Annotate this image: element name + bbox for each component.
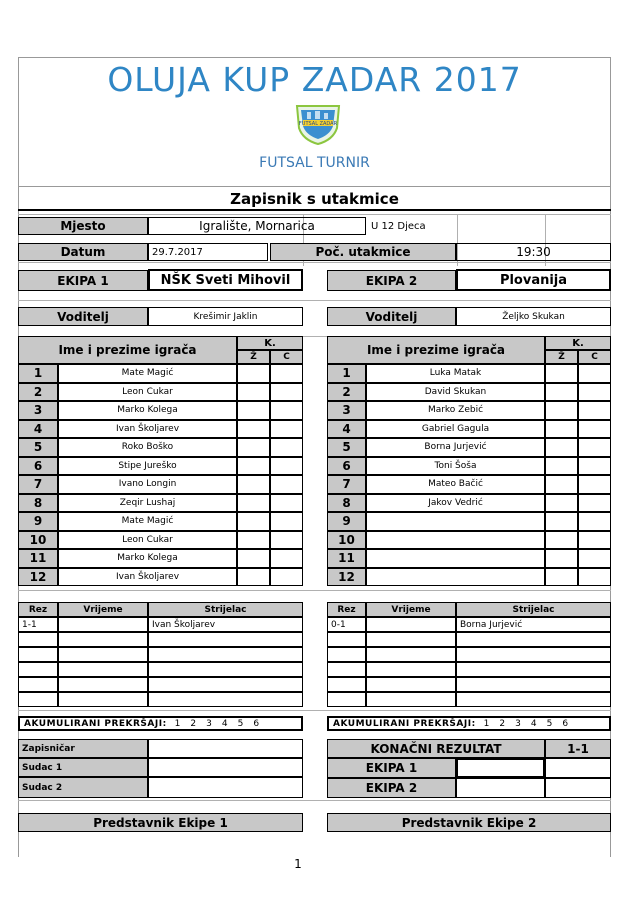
team1-goal-scorer[interactable] (148, 662, 303, 677)
team2-player-name (366, 568, 545, 587)
grid-line (18, 262, 611, 263)
team1-foul-4[interactable]: 4 (221, 718, 228, 729)
recorder-field[interactable] (148, 739, 303, 758)
svg-text:FUTSAL ZADAR: FUTSAL ZADAR (298, 121, 338, 127)
team2-player-red-card[interactable] (578, 568, 611, 587)
team2-player-yellow-card[interactable] (545, 512, 578, 531)
place-label: Mjesto (18, 217, 148, 235)
team1-player-name: Leon Cukar (58, 383, 237, 402)
team2-goal-time[interactable] (366, 692, 456, 707)
grid-line (18, 710, 611, 711)
team2-foul-1[interactable]: 1 (483, 718, 490, 729)
team1-goal-scorer[interactable] (148, 632, 303, 647)
grid-line (18, 590, 611, 591)
team2-k-header: K. (545, 336, 611, 350)
recorder-label-text: Zapisničar (22, 743, 75, 754)
team2-foul-5[interactable]: 5 (546, 718, 553, 729)
team1-goals-scorer-header: Strijelac (148, 602, 303, 617)
team1-player-number: 3 (18, 401, 58, 420)
team1-player-yellow-card[interactable] (237, 568, 270, 587)
team1-player-yellow-card[interactable] (237, 494, 270, 513)
team2-player-red-card[interactable] (578, 383, 611, 402)
team2-player-yellow-card[interactable] (545, 383, 578, 402)
final-result-label: KONAČNI REZULTAT (327, 739, 545, 758)
team1-player-yellow-card[interactable] (237, 475, 270, 494)
header-separator (18, 186, 611, 187)
team2-player-name (366, 512, 545, 531)
team1-player-name: Ivan Školjarev (58, 568, 237, 587)
category-value: U 12 Djeca (371, 220, 426, 232)
team1-goal-result[interactable] (18, 677, 58, 692)
team2-goal-time[interactable] (366, 662, 456, 677)
team2-foul-2[interactable]: 2 (499, 718, 506, 729)
team2-player-yellow-card[interactable] (545, 438, 578, 457)
team2-player-number: 10 (327, 531, 366, 550)
team1-player-red-card[interactable] (270, 401, 303, 420)
team1-player-red-card[interactable] (270, 494, 303, 513)
team2-player-name: Mateo Bačić (366, 475, 545, 494)
team2-player-number: 12 (327, 568, 366, 587)
team2-player-yellow-card[interactable] (545, 401, 578, 420)
team2-player-yellow-card[interactable] (545, 364, 578, 383)
team1-goal-result[interactable] (18, 692, 58, 707)
team1-player-red-card[interactable] (270, 383, 303, 402)
tournament-subtitle: FUTSAL TURNIR (259, 155, 370, 171)
team2-foul-4[interactable]: 4 (530, 718, 537, 729)
team1-player-red-card[interactable] (270, 475, 303, 494)
team1-player-yellow-card[interactable] (237, 549, 270, 568)
team2-player-yellow-card[interactable] (545, 475, 578, 494)
team1-goal-result[interactable] (18, 632, 58, 647)
page-number: 1 (294, 857, 302, 871)
result-team2-extra (545, 778, 611, 798)
team1-player-red-card[interactable] (270, 364, 303, 383)
result-team1-field[interactable] (456, 758, 545, 778)
final-result-value: 1-1 (545, 739, 611, 758)
team1-k-header: K. (237, 336, 303, 350)
team2-goal-scorer[interactable] (456, 632, 611, 647)
team2-player-number: 8 (327, 494, 366, 513)
team2-player-number: 1 (327, 364, 366, 383)
team1-player-red-card[interactable] (270, 549, 303, 568)
team1-goal-result[interactable] (18, 662, 58, 677)
team1-player-red-card[interactable] (270, 420, 303, 439)
team2-fouls-list (484, 719, 578, 729)
team2-player-yellow-card[interactable] (545, 420, 578, 439)
team2-goals-time-header: Vrijeme (366, 602, 456, 617)
team1-player-number: 4 (18, 420, 58, 439)
team2-fouls-label: AKUMULIRANI PREKRŠAJI: (333, 718, 476, 729)
team2-player-name (366, 531, 545, 550)
team2-player-name: Jakov Vedrić (366, 494, 545, 513)
tournament-title: OLUJA KUP ZADAR 2017 (107, 60, 522, 99)
team1-goal-time[interactable] (58, 632, 148, 647)
referee2-field[interactable] (148, 777, 303, 798)
team1-player-number: 1 (18, 364, 58, 383)
team2-goal-time (366, 617, 456, 632)
grid-line (18, 214, 611, 215)
team2-goal-time[interactable] (366, 632, 456, 647)
team1-foul-5[interactable]: 5 (237, 718, 244, 729)
start-label: Poč. utakmice (270, 243, 456, 261)
team2-name: Plovanija (456, 269, 611, 291)
team1-c-header: C (270, 350, 303, 364)
team2-player-red-card[interactable] (578, 475, 611, 494)
team2-coach: Željko Skukan (456, 307, 611, 326)
team2-goal-time[interactable] (366, 677, 456, 692)
futsal-zadar-logo (293, 102, 343, 146)
team1-player-name: Mate Magić (58, 512, 237, 531)
team1-player-name: Mate Magić (58, 364, 237, 383)
team1-goal-time[interactable] (58, 662, 148, 677)
team2-goals-rez-header: Rez (327, 602, 366, 617)
grid-line (18, 800, 611, 801)
result-team1-label: EKIPA 1 (327, 758, 456, 778)
team2-coach-label: Voditelj (327, 307, 456, 326)
team2-player-number: 3 (327, 401, 366, 420)
team1-player-name: Roko Boško (58, 438, 237, 457)
team1-foul-3[interactable]: 3 (206, 718, 212, 729)
team1-player-number: 8 (18, 494, 58, 513)
referee1-label-text: Sudac 1 (22, 762, 63, 773)
result-team1-extra (545, 758, 611, 778)
team2-player-red-card[interactable] (578, 549, 611, 568)
team1-player-number: 6 (18, 457, 58, 476)
team1-player-red-card[interactable] (270, 457, 303, 476)
team1-player-red-card[interactable] (270, 438, 303, 457)
team2-player-red-card[interactable] (578, 364, 611, 383)
team1-player-yellow-card[interactable] (237, 420, 270, 439)
team2-player-number: 5 (327, 438, 366, 457)
team1-player-number: 7 (18, 475, 58, 494)
date-value: 29.7.2017 (148, 243, 268, 261)
team1-player-yellow-card[interactable] (237, 531, 270, 550)
team1-player-name: Ivano Longin (58, 475, 237, 494)
team2-goal-time[interactable] (366, 647, 456, 662)
team1-goal-result: 1-1 (18, 617, 58, 632)
team1-player-name: Zeqir Lushaj (58, 494, 237, 513)
team1-goal-time[interactable] (58, 677, 148, 692)
team1-player-yellow-card[interactable] (237, 383, 270, 402)
team2-player-number: 9 (327, 512, 366, 531)
start-value: 19:30 (456, 243, 611, 261)
team2-player-number: 4 (327, 420, 366, 439)
team2-player-red-card[interactable] (578, 512, 611, 531)
team1-goal-scorer[interactable] (148, 647, 303, 662)
team1-goal-scorer: Ivan Školjarev (148, 617, 303, 632)
team2-player-yellow-card[interactable] (545, 531, 578, 550)
team1-players-header: Ime i prezime igrača (18, 336, 237, 364)
team1-goal-time[interactable] (58, 647, 148, 662)
team1-name: NŠK Sveti Mihovil (148, 269, 303, 291)
team2-goal-scorer[interactable] (456, 692, 611, 707)
team2-player-red-card[interactable] (578, 494, 611, 513)
team2-player-yellow-card[interactable] (545, 568, 578, 587)
team2-player-number: 7 (327, 475, 366, 494)
result-team2-label: EKIPA 2 (327, 778, 456, 798)
referee1-label (18, 758, 148, 777)
team1-player-red-card[interactable] (270, 531, 303, 550)
team1-player-name: Marko Kolega (58, 549, 237, 568)
team2-foul-6[interactable]: 6 (562, 718, 569, 729)
team2-fouls-bar (327, 716, 611, 731)
team2-player-number: 6 (327, 457, 366, 476)
team2-player-red-card[interactable] (578, 401, 611, 420)
team1-player-name: Stipe Jureško (58, 457, 237, 476)
team1-player-name: Ivan Školjarev (58, 420, 237, 439)
team2-goals-scorer-header: Strijelac (456, 602, 611, 617)
team1-player-number: 10 (18, 531, 58, 550)
team1-player-red-card[interactable] (270, 512, 303, 531)
team2-goal-scorer: Borna Jurjević (456, 617, 611, 632)
team1-foul-1[interactable]: 1 (174, 718, 181, 729)
team2-player-yellow-card[interactable] (545, 494, 578, 513)
team2-goal-result[interactable] (327, 632, 366, 647)
team1-player-number: 12 (18, 568, 58, 587)
team2-player-name: Toni Šoša (366, 457, 545, 476)
team1-foul-2[interactable]: 2 (190, 718, 197, 729)
result-team2-field[interactable] (456, 778, 545, 798)
referee2-label-text: Sudac 2 (22, 782, 63, 793)
referee1-field[interactable] (148, 758, 303, 777)
team1-player-number: 11 (18, 549, 58, 568)
team2-player-name: Marko Zebić (366, 401, 545, 420)
team1-fouls-label: AKUMULIRANI PREKRŠAJI: (24, 718, 167, 729)
team2-player-name (366, 549, 545, 568)
document-title: Zapisnik s utakmice (230, 190, 399, 208)
team2-c-header: C (578, 350, 611, 364)
team1-goal-scorer[interactable] (148, 677, 303, 692)
team2-player-red-card[interactable] (578, 420, 611, 439)
grid-line (18, 300, 611, 301)
team1-goal-result[interactable] (18, 647, 58, 662)
team1-player-yellow-card[interactable] (237, 512, 270, 531)
team1-coach: Krešimir Jaklin (148, 307, 303, 326)
team2-player-number: 11 (327, 549, 366, 568)
team2-player-red-card[interactable] (578, 438, 611, 457)
team2-label: EKIPA 2 (327, 270, 456, 291)
team1-fouls-list (175, 719, 269, 729)
team1-goal-time[interactable] (58, 692, 148, 707)
team2-player-red-card[interactable] (578, 457, 611, 476)
team2-player-number: 2 (327, 383, 366, 402)
team1-z-header: Ž (237, 350, 270, 364)
team2-foul-3[interactable]: 3 (515, 718, 521, 729)
team1-goal-scorer[interactable] (148, 692, 303, 707)
team2-goal-scorer[interactable] (456, 647, 611, 662)
team1-goals-time-header: Vrijeme (58, 602, 148, 617)
team1-player-yellow-card[interactable] (237, 364, 270, 383)
place-value: Igralište, Mornarica (148, 217, 366, 235)
team2-goal-scorer[interactable] (456, 662, 611, 677)
team2-z-header: Ž (545, 350, 578, 364)
document-title-underline (18, 209, 611, 211)
team1-label: EKIPA 1 (18, 270, 148, 291)
team1-player-yellow-card[interactable] (237, 438, 270, 457)
team1-player-red-card[interactable] (270, 568, 303, 587)
recorder-label (18, 739, 148, 758)
team2-player-name: David Skukan (366, 383, 545, 402)
team1-player-number: 9 (18, 512, 58, 531)
date-label: Datum (18, 243, 148, 261)
team1-goal-time (58, 617, 148, 632)
team2-representative: Predstavnik Ekipe 2 (327, 813, 611, 832)
team2-player-name: Borna Jurjević (366, 438, 545, 457)
team2-goal-result[interactable] (327, 677, 366, 692)
team2-players-header: Ime i prezime igrača (327, 336, 545, 364)
team1-coach-label: Voditelj (18, 307, 148, 326)
team1-player-name: Marko Kolega (58, 401, 237, 420)
team1-foul-6[interactable]: 6 (253, 718, 260, 729)
team2-goal-result[interactable] (327, 647, 366, 662)
team1-representative: Predstavnik Ekipe 1 (18, 813, 303, 832)
team1-player-number: 5 (18, 438, 58, 457)
team2-player-name: Luka Matak (366, 364, 545, 383)
team2-player-yellow-card[interactable] (545, 549, 578, 568)
team2-player-red-card[interactable] (578, 531, 611, 550)
team2-player-yellow-card[interactable] (545, 457, 578, 476)
team1-player-name: Leon Cukar (58, 531, 237, 550)
team2-goal-result[interactable] (327, 662, 366, 677)
team1-goals-rez-header: Rez (18, 602, 58, 617)
team2-player-name: Gabriel Gagula (366, 420, 545, 439)
team1-player-yellow-card[interactable] (237, 457, 270, 476)
team2-goal-scorer[interactable] (456, 677, 611, 692)
team2-goal-result[interactable] (327, 692, 366, 707)
team1-player-number: 2 (18, 383, 58, 402)
team1-player-yellow-card[interactable] (237, 401, 270, 420)
referee2-label (18, 777, 148, 798)
team2-goal-result: 0-1 (327, 617, 366, 632)
team1-fouls-bar (18, 716, 303, 731)
